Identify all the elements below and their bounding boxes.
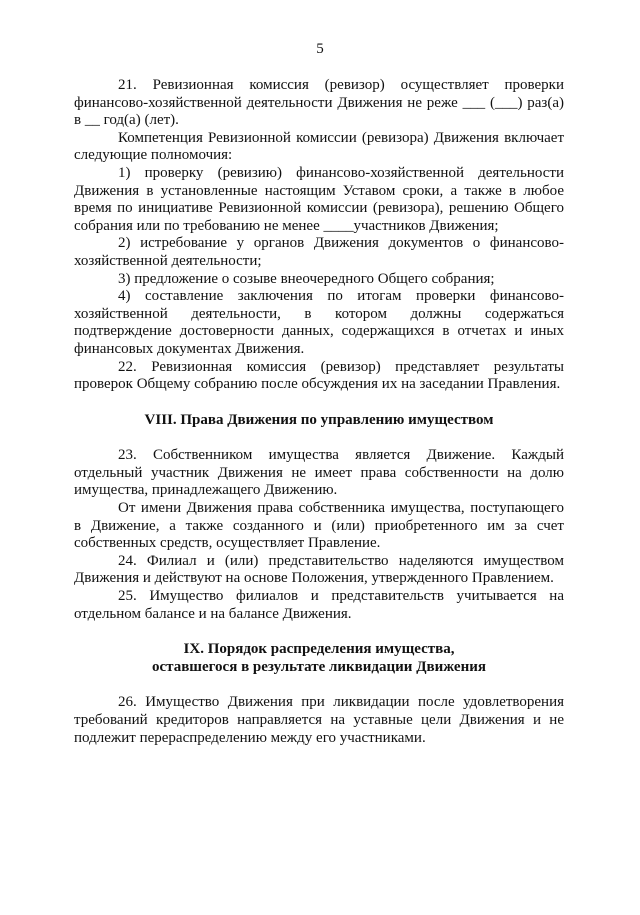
list-item-1: 1) проверку (ревизию) финансово-хозяйственной деятельности Движения в установленные настоящим Уставом сроки, а также в любое время по инициативе Ревизионной комиссии (ревизора), решению Общего собрания или по требованию не менее ____участников Движения; [74,164,564,234]
page-number: 5 [316,41,324,57]
list-item-2: 2) истребование у органов Движения документов о финансово-хозяйственной деятельности; [74,235,564,269]
list-item-3: 3) предложение о созыве внеочередного Общего собрания; [118,270,495,287]
paragraph-25: 25. Имущество филиалов и представительств учитывается на отдельном балансе и на балансе Движения. [74,588,564,622]
paragraph-23: 23. Собственником имущества является Движение. Каждый отдельный участник Движения не имеет права собственности на долю имущества, принадлежащего Движению. [74,447,564,499]
section-heading-viii: VIII. Права Движения по управлению имуществом [144,411,494,428]
paragraph-owner-rights: От имени Движения права собственника имущества, поступающего в Движение, а также созданного и (или) приобретенного им за счет собственных средств, осуществляет Правление. [74,500,564,552]
paragraph-22: 22. Ревизионная комиссия (ревизор) представляет результаты проверок Общему собранию после обсуждения их на заседании Правления. [74,358,564,393]
document-body [74,77,564,747]
section-heading-ix-line2: оставшегося в результате ликвидации Движения [151,658,486,675]
paragraph-competence-intro: Компетенция Ревизионной комиссии (ревизора) Движения включает следующие полномочия: [74,129,564,164]
list-item-4: 4) составление заключения по итогам проверки финансово-хозяйственной деятельности, в котором должны содержаться подтверждение достоверности данных, содержащихся в отчетах и иных финансовых документах Движения. [74,288,564,357]
paragraph-24: 24. Филиал и (или) представительство наделяются имуществом Движения и действуют на основе Положения, утвержденного Правлением. [74,552,564,587]
section-heading-ix-line1: IX. Порядок распределения имущества, [183,641,455,658]
section-heading-ix [74,641,564,676]
paragraph-21: 21. Ревизионная комиссия (ревизор) осуществляет проверки финансово-хозяйственной деятельности Движения не реже ___ (___) раз(а) в __ год(а) (лет). [74,77,564,129]
paragraph-26: 26. Имущество Движения при ликвидации после удовлетворения требований кредиторов направляется на уставные цели Движения и не подлежит перераспределению между его участниками. [74,694,564,746]
